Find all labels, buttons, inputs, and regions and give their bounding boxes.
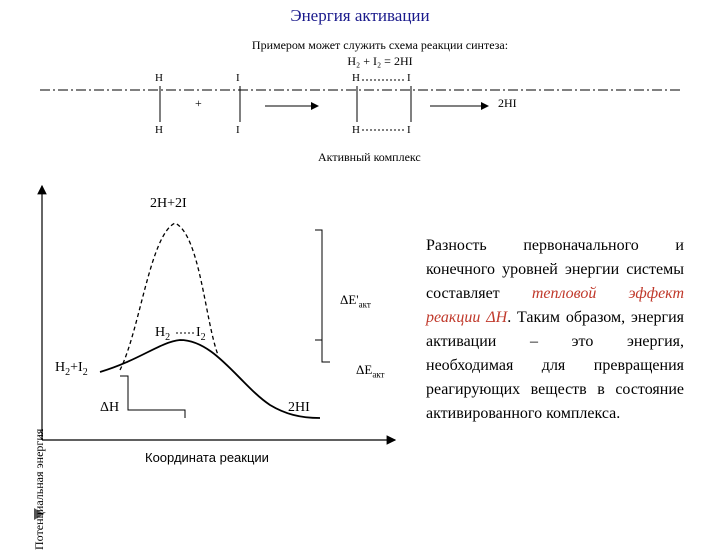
e-act-subscript: акт <box>372 369 385 380</box>
reactants-sub1: 2 <box>65 366 71 378</box>
e-prime-act-label <box>340 292 371 310</box>
scheme-atom-h-bottom-left: H <box>155 124 163 136</box>
paragraph-emphasis: тепловой эффект реакции ΔH <box>426 285 684 326</box>
reactants-h: H <box>55 360 66 375</box>
scheme-atom-i-bottom-right: I <box>407 124 411 136</box>
reactants-label <box>55 360 88 378</box>
reactants-plus-i: +I <box>70 360 83 375</box>
i2-symbol: I <box>196 325 201 340</box>
subtitle: Примером может служить схема реакции синтеза: <box>251 38 509 52</box>
h2-subscript: 2 <box>165 331 171 343</box>
scheme-atom-h-top-right: H <box>352 72 360 84</box>
scheme-atom-h-bottom-right: H <box>352 124 360 136</box>
e-act-label <box>356 362 385 380</box>
y-axis-label: Потенциальная энергия <box>32 428 46 550</box>
scheme-atom-i-top-left: I <box>236 72 240 84</box>
bracket-e <box>315 340 322 362</box>
i2-subscript: 2 <box>200 331 206 343</box>
scheme-atom-i-bottom-left: I <box>236 124 240 136</box>
paragraph-part1: Разность первоначального и конечного уровней энергии системы составляет <box>426 237 684 302</box>
scheme-product: 2HI <box>498 96 517 110</box>
i2-label <box>196 325 206 343</box>
reaction-curve <box>100 340 320 418</box>
peak-label: 2H+2I <box>150 196 187 211</box>
scheme-plus: + <box>195 96 202 110</box>
uncatalyzed-curve <box>120 223 218 370</box>
reactants-sub2: 2 <box>82 366 88 378</box>
e-act-symbol: ΔE <box>356 362 373 377</box>
x-axis-label: Координата реакции <box>145 450 269 465</box>
h2-label <box>155 325 170 343</box>
slide-title: Энергия активации <box>290 6 430 25</box>
e-prime-symbol: ΔE' <box>340 292 359 307</box>
scheme-atom-i-top-right: I <box>407 72 411 84</box>
equation: H₂ + I₂ = 2HI <box>347 54 413 68</box>
delta-h-label: ΔH <box>100 400 120 415</box>
product-label: 2HI <box>288 400 310 415</box>
activated-complex-label: Активный комплекс <box>318 150 421 164</box>
paragraph-part2: . Таким образом, энергия активации – это энергия, необходимая для превращения реагирующих веществ в состояние активированного комплекса. <box>426 309 684 422</box>
e-prime-subscript: акт <box>358 299 371 310</box>
bracket-dh <box>120 376 185 418</box>
scheme-atom-h-top-left: H <box>155 72 163 84</box>
next-slide-icon[interactable] <box>30 505 46 523</box>
h2-symbol: H <box>155 325 166 340</box>
explanation-paragraph <box>426 234 684 426</box>
